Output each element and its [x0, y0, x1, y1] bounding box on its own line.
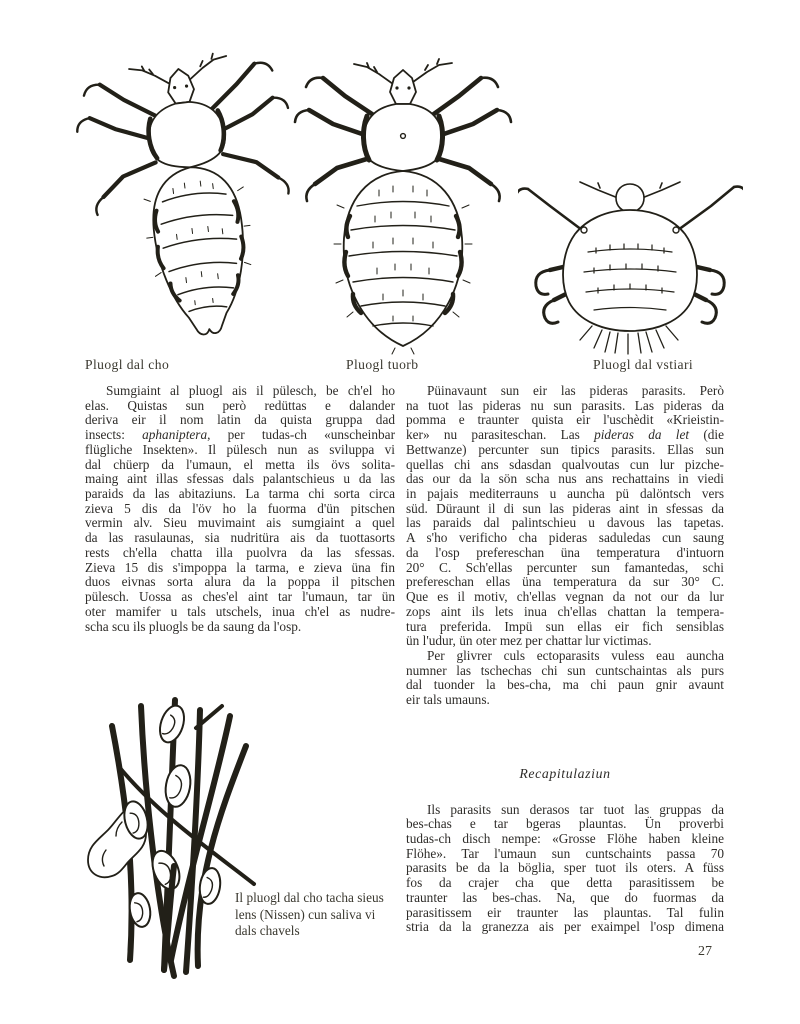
text-segment: tudas-ch disch nempe: «Grosse Flöhe haben kleine: [406, 830, 724, 846]
text-line: [406, 502, 724, 517]
caption-line: [235, 890, 405, 907]
text-line: [406, 876, 724, 891]
text-segment: las paraids dal palintschieu u davous las tapetas.: [406, 515, 724, 531]
text-segment: insects:: [85, 427, 143, 443]
text-line: [406, 428, 724, 443]
text-line: [85, 575, 395, 590]
body-louse-figure: [283, 54, 523, 356]
text-segment: Flöhe». Tar l'umaun sun cuntschaints passa 70: [406, 845, 724, 861]
text-line: [85, 399, 395, 414]
text-line: [406, 546, 724, 561]
text-segment: scha scu ils pluogls be da saung da l'osp.: [85, 618, 302, 634]
text-segment: vermin alv. Sieu muvimaint ais sumgiaint a quel: [85, 515, 395, 531]
text-segment: Püinavaunt sun eir las pideras parasits. Però: [427, 383, 724, 398]
text-segment: 20° C. Sch'ellas percunter sun famantedas, schi: [406, 559, 724, 575]
text-line: [406, 664, 724, 679]
paragraph: [85, 384, 395, 634]
italic-text-segment: pideras da let: [594, 427, 690, 443]
text-segment: deriva eir il nom latin da quista gruppa dad: [85, 412, 395, 428]
text-line: [406, 413, 724, 428]
text-segment: parasits be da la böglia, sper tuot ils oters. A füss: [406, 860, 724, 876]
text-line: [85, 620, 395, 635]
text-segment: , per tudas-ch «unscheinbar: [207, 427, 395, 443]
text-segment: fos da crajer cha que detta parasitissem be: [406, 875, 724, 891]
text-segment: numner las tschechas chi sun cuntschaintas als purs: [406, 662, 724, 678]
text-segment: ker» nu parasiteschan. Las: [406, 427, 595, 443]
text-segment: Recapitulaziun: [519, 765, 611, 781]
text-line: [406, 487, 724, 502]
text-segment: parasitissem eir traunter las plauntas. Tal fulin: [406, 904, 724, 920]
text-line: [406, 634, 724, 649]
text-line: [85, 605, 395, 620]
text-segment: Per glivrer culs ectoparasits vuless eau auncha: [427, 647, 724, 663]
text-line: [85, 428, 395, 443]
text-line: [85, 413, 395, 428]
text-segment: Ils parasits sun derasos tar tuot las gruppas da: [427, 801, 724, 817]
text-segment: das our da la sön scha nus ans rechattains in viedi: [406, 471, 724, 487]
text-segment: oter mamifer u tals utschels, inua ch'el as nudre-: [85, 603, 395, 619]
italic-text-segment: aphaniptera: [142, 427, 208, 443]
body-louse-illustration: [283, 54, 523, 356]
text-segment: paraids da las abitaziuns. La tarma chi sorta circa: [85, 486, 395, 502]
text-line: [85, 531, 395, 546]
text-segment: Zieva 15 dis s'impoppa la tarma, e zieva üna fin: [85, 559, 395, 575]
text-segment: tura preferida. Impü sun ellas eir fich sensiblas: [406, 618, 724, 634]
text-line: [406, 531, 724, 546]
text-segment: dals chavels: [235, 923, 300, 939]
text-segment: zops aint ils lets inua ch'ellas chattan la tempera-: [406, 603, 724, 619]
text-segment: elas. Quistas sun però redüttas e dalander: [85, 397, 395, 413]
text-line: [406, 693, 724, 708]
text-segment: da l'osp prefereschan üna temperatura d'intuorn: [406, 544, 724, 560]
text-line: [406, 605, 724, 620]
text-segment: in pajais mediterrauns u auncha pü dalöntsch vers: [406, 486, 724, 502]
text-line: [406, 649, 724, 664]
text-line: [406, 861, 724, 876]
text-line: [85, 384, 395, 399]
paragraph: [406, 384, 724, 649]
text-segment: prefereschan ellas üna temperatura da sur 30° C.: [406, 574, 724, 590]
text-line: [406, 472, 724, 487]
text-line: [406, 891, 724, 906]
text-line: [85, 502, 395, 517]
text-line: [85, 472, 395, 487]
crab-louse-figure: [518, 172, 743, 358]
text-segment: traunter las bes-chas. Na, que do fuormas da: [406, 889, 724, 905]
text-line: [406, 803, 724, 818]
left-text-column: [85, 384, 395, 634]
crab-louse-illustration: [518, 172, 743, 358]
text-segment: na tuot las pideras nu sun parasits. Las pideras da: [406, 397, 724, 413]
text-line: [406, 832, 724, 847]
paragraph: [406, 803, 724, 935]
text-line: [85, 590, 395, 605]
text-line: [406, 620, 724, 635]
text-segment: stria da la granezza ais per exaimpel l'osp dimena: [406, 919, 724, 935]
caption-line: [235, 923, 405, 940]
text-segment: Bettwanze) percunter sun tipics parasits. Ellas sun: [406, 441, 724, 457]
text-segment: A s'ho verificho cha pideras saduledas cun saung: [406, 530, 724, 546]
text-line: [406, 516, 724, 531]
text-segment: Sumgiaint al pluogl ais il pülesch, be ch'el ho: [106, 383, 395, 398]
paragraph: [406, 649, 724, 708]
text-line: [406, 575, 724, 590]
text-segment: pülesch. Uossa as ches'el aint tar l'umaun, tar ün: [85, 589, 395, 605]
text-line: [406, 847, 724, 862]
text-segment: lens (Nissen) cun saliva vi: [235, 906, 376, 922]
text-line: [406, 817, 724, 832]
text-line: [406, 443, 724, 458]
text-segment: maing aint illas sfessas dals palantschieus u da las: [85, 471, 395, 487]
text-line: [85, 561, 395, 576]
text-line: [406, 561, 724, 576]
text-segment: flügliche Insekten». Il pülesch nun as sviluppa vi: [85, 441, 395, 457]
text-segment: eir tals umauns.: [406, 692, 490, 708]
right-text-column: [406, 384, 724, 935]
text-line: [406, 384, 724, 399]
text-segment: bes-chas e tar bgeras plauntas. Ün proverbi: [406, 816, 724, 832]
text-segment: rests ch'ella chatta illa puolvra da las sfessas.: [85, 544, 395, 560]
text-line: [406, 906, 724, 921]
text-line: [85, 458, 395, 473]
text-segment: Que es il motiv, ch'ellas vegnan da not our da lur: [406, 589, 724, 605]
figure-caption-body-louse: Pluogl tuorb: [346, 357, 419, 372]
text-line: [406, 458, 724, 473]
text-segment: duos eivnas sorta alura da la poppa il pitschen: [85, 574, 395, 590]
text-segment: (die: [689, 427, 724, 443]
text-segment: dal tuonder la bes-cha, ma chi paun gnir avaunt: [406, 677, 724, 693]
text-line: [85, 443, 395, 458]
figure-caption-head-louse: Pluogl dal cho: [85, 357, 170, 372]
text-line: [85, 487, 395, 502]
nits-caption: [235, 890, 405, 940]
text-segment: pomma e traunter quista eir l'uschèdit «Krieistin-: [406, 412, 724, 428]
text-segment: da las rasulaunas, sia nudritüra ais da tuottasorts: [85, 530, 395, 546]
text-segment: quellas chi ans sdasdan qualvoutas cun lur pizche-: [406, 456, 724, 472]
figure-caption-crab-louse: Pluogl dal vstiari: [593, 357, 694, 372]
text-segment: zieva 5 dis da l'öv ho la fuorma d'ün pitschen: [85, 500, 395, 516]
page-number: 27: [698, 944, 712, 959]
text-segment: süd. Düraunt il di sun las pideras aint in sfessas da: [406, 500, 724, 516]
text-line: [406, 590, 724, 605]
text-line: [85, 546, 395, 561]
text-line: [406, 920, 724, 935]
section-heading: [406, 767, 724, 782]
text-line: [85, 516, 395, 531]
text-line: [406, 678, 724, 693]
text-line: [406, 399, 724, 414]
caption-line: [235, 907, 405, 924]
text-segment: dal chüerp da l'umaun, el metta ils övs solita-: [85, 456, 395, 472]
text-segment: Il pluogl dal cho tacha sieus: [235, 890, 384, 905]
text-segment: ün l'udur, ün oter mez per chattar lur victimas.: [406, 633, 652, 649]
